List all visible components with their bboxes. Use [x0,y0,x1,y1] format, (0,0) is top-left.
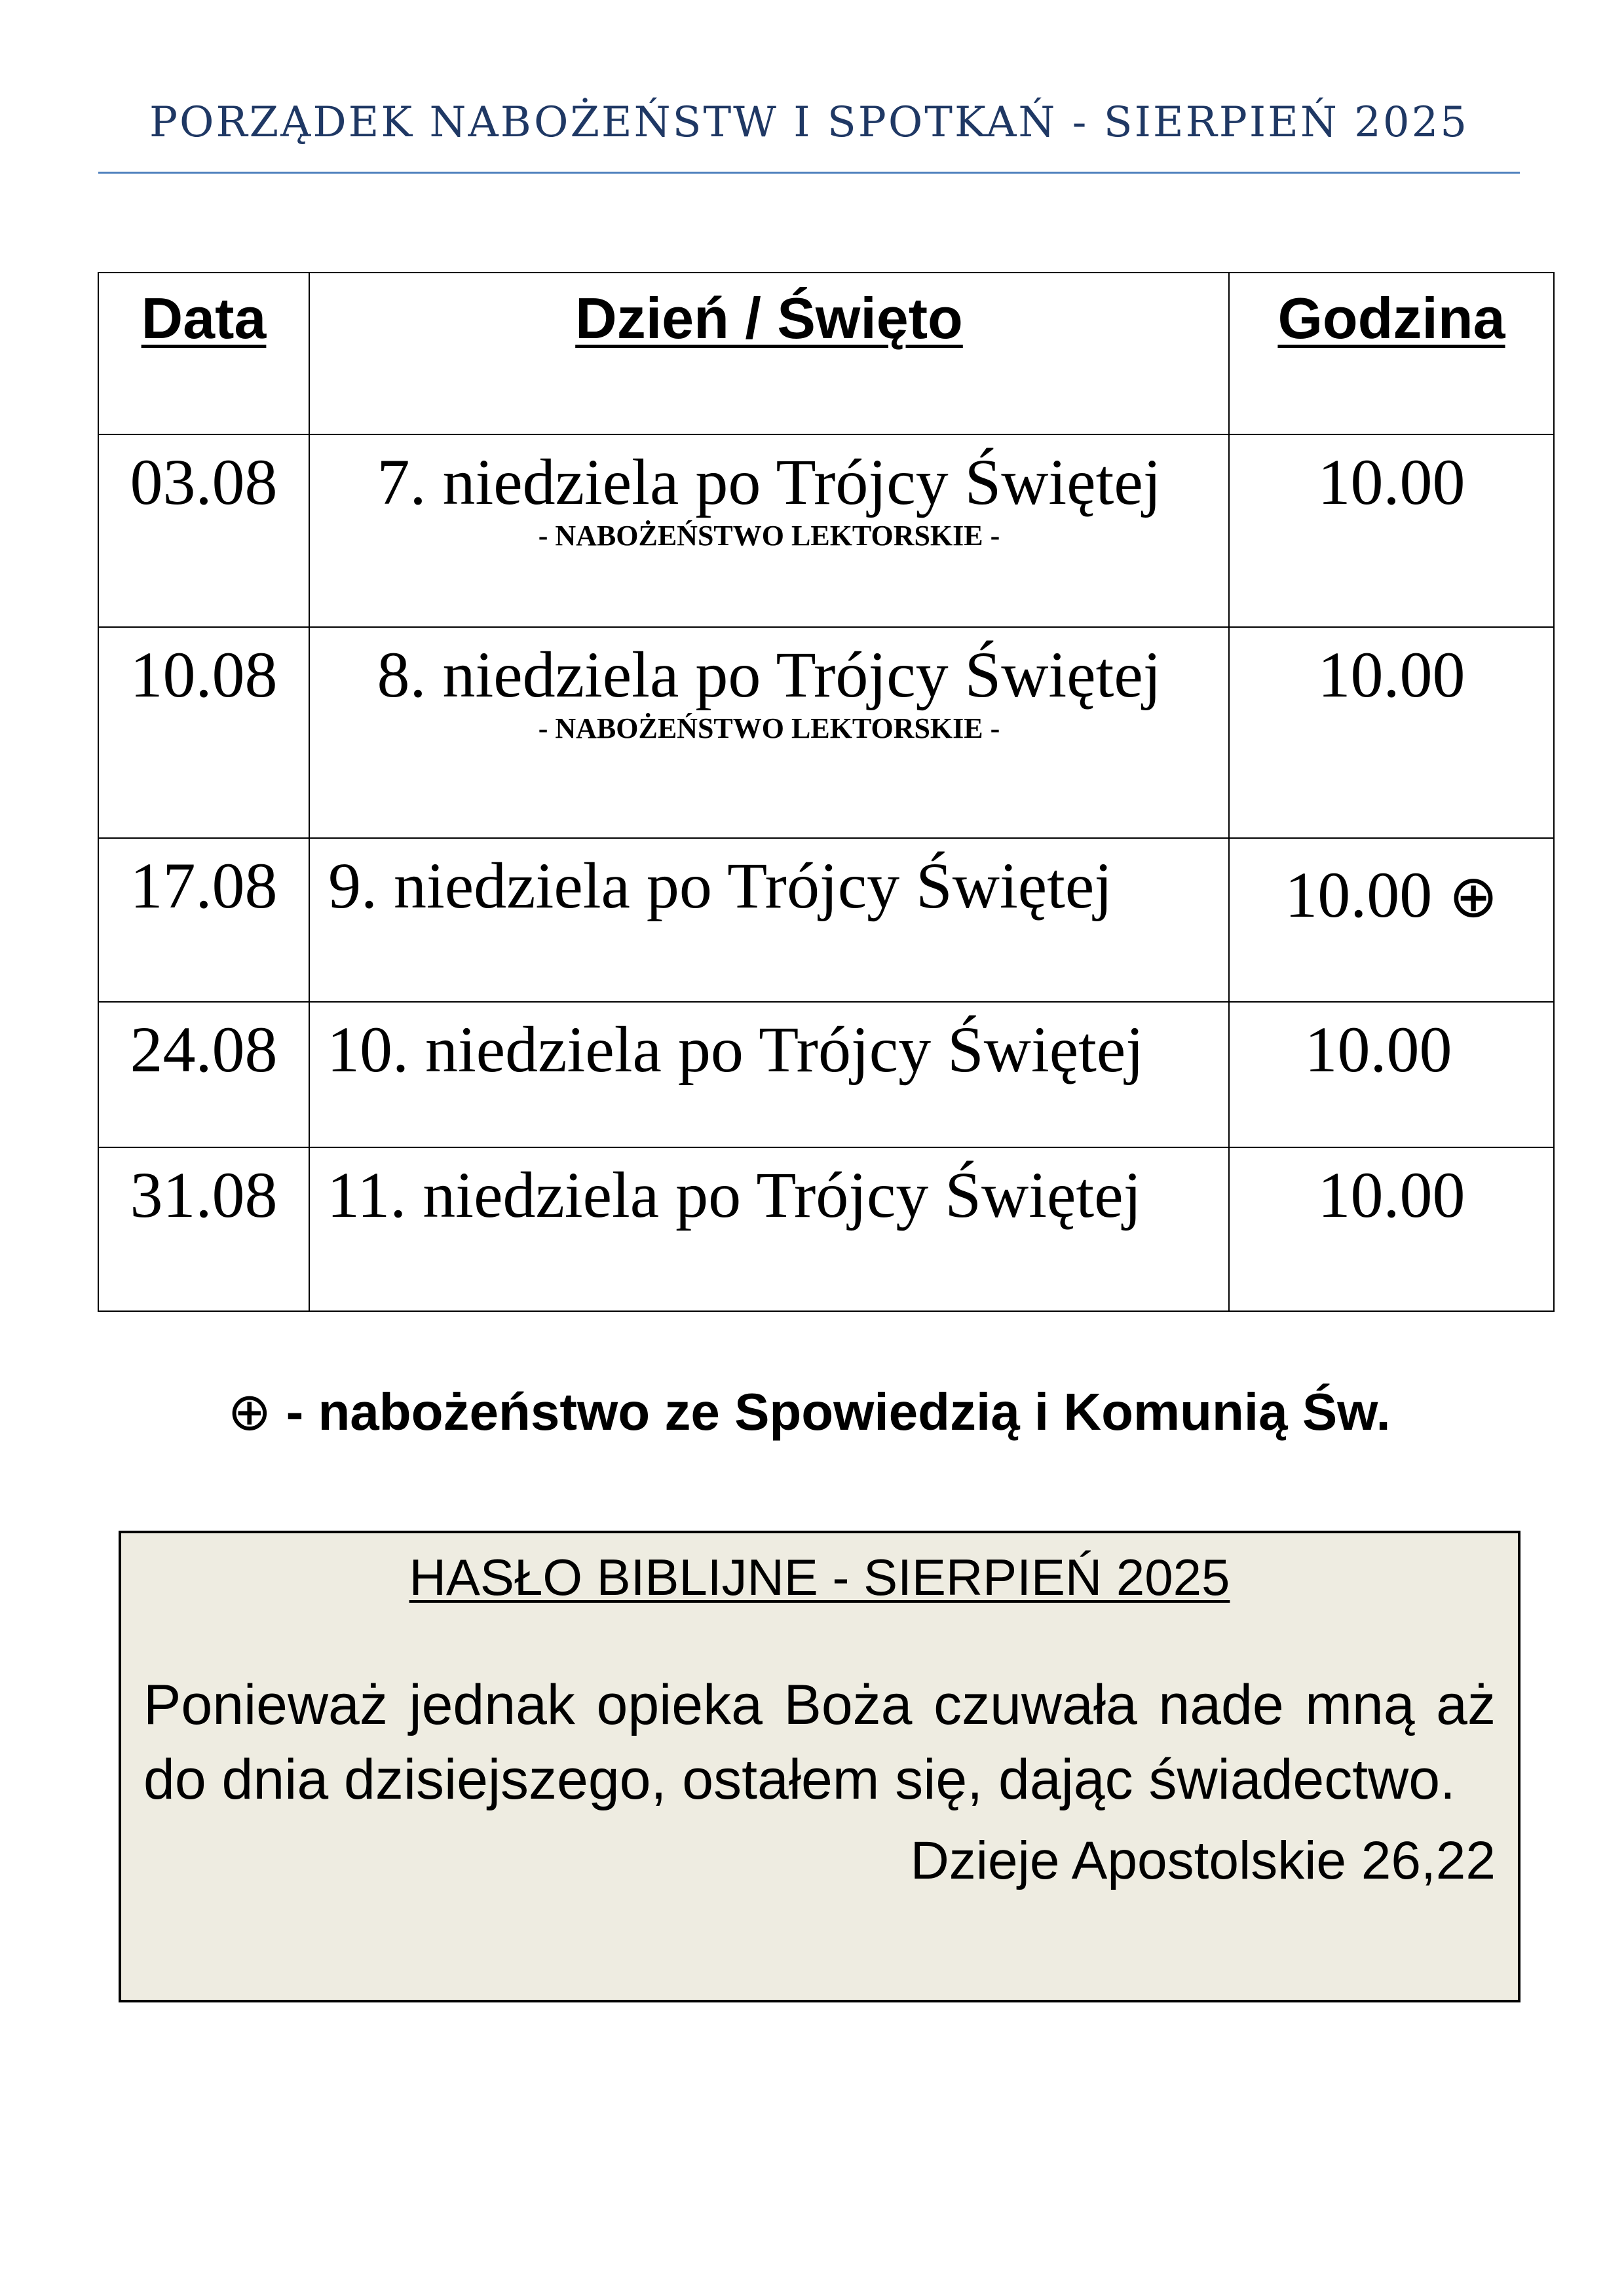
date-cell: 31.08 [98,1147,309,1311]
date-cell: 17.08 [98,838,309,1002]
legend-text: - nabożeństwo ze Spowiedzią i Komunią Św. [271,1383,1391,1441]
day-name: 9. niedziela po Trójcy Świętej [328,849,1113,922]
day-cell [309,838,1229,1002]
column-header-time: Godzina [1229,273,1554,434]
date-cell: 03.08 [98,434,309,627]
bible-verse-box [119,1531,1520,2002]
verse-text: Ponieważ jednak opieka Boża czuwała nade mną aż do dnia dzisiejszego, ostałem się, dając świadectwo. [143,1674,1496,1811]
day-name: 11. niedziela po Trójcy Świętej [327,1158,1142,1231]
day-name: 8. niedziela po Trójcy Świętej [377,638,1161,711]
time-cell [1229,838,1554,1002]
time-cell: 10.00 [1229,1147,1554,1311]
table-header-row [98,273,1554,434]
day-cell [309,434,1229,627]
time-cell: 10.00 [1229,434,1554,627]
day-cell [309,1147,1229,1311]
verse-reference: Dzieje Apostolskie 26,22 [910,1831,1496,1890]
table-row [98,838,1554,1002]
communion-symbol-icon: ⊕ [1448,862,1498,931]
day-cell [309,627,1229,838]
day-name: 7. niedziela po Trójcy Świętej [377,446,1161,518]
verse-title: HASŁO BIBLIJNE - SIERPIEŃ 2025 [409,1548,1230,1606]
date-cell: 24.08 [98,1002,309,1147]
communion-symbol-icon: ⊕ [227,1381,272,1442]
schedule-table [98,272,1555,1312]
title-divider [98,172,1520,174]
table-row [98,1002,1554,1147]
table-row [98,1147,1554,1311]
day-cell [309,1002,1229,1147]
page-title: PORZĄDEK NABOŻEŃSTW I SPOTKAŃ - SIERPIEŃ 2025 [149,98,1469,147]
table-row [98,627,1554,838]
time-cell: 10.00 [1229,1002,1554,1147]
column-header-date: Data [98,273,309,434]
service-note: - NABOŻEŃSTWO LEKTORSKIE - [538,520,1000,552]
time-cell: 10.00 [1229,627,1554,838]
date-cell: 10.08 [98,627,309,838]
day-name: 10. niedziela po Trójcy Świętej [327,1013,1144,1086]
table-row [98,434,1554,627]
time-value: 10.00 [1285,858,1433,931]
column-header-day: Dzień / Święto [309,273,1229,434]
service-note: - NABOŻEŃSTWO LEKTORSKIE - [538,712,1000,744]
legend [98,1381,1520,1442]
